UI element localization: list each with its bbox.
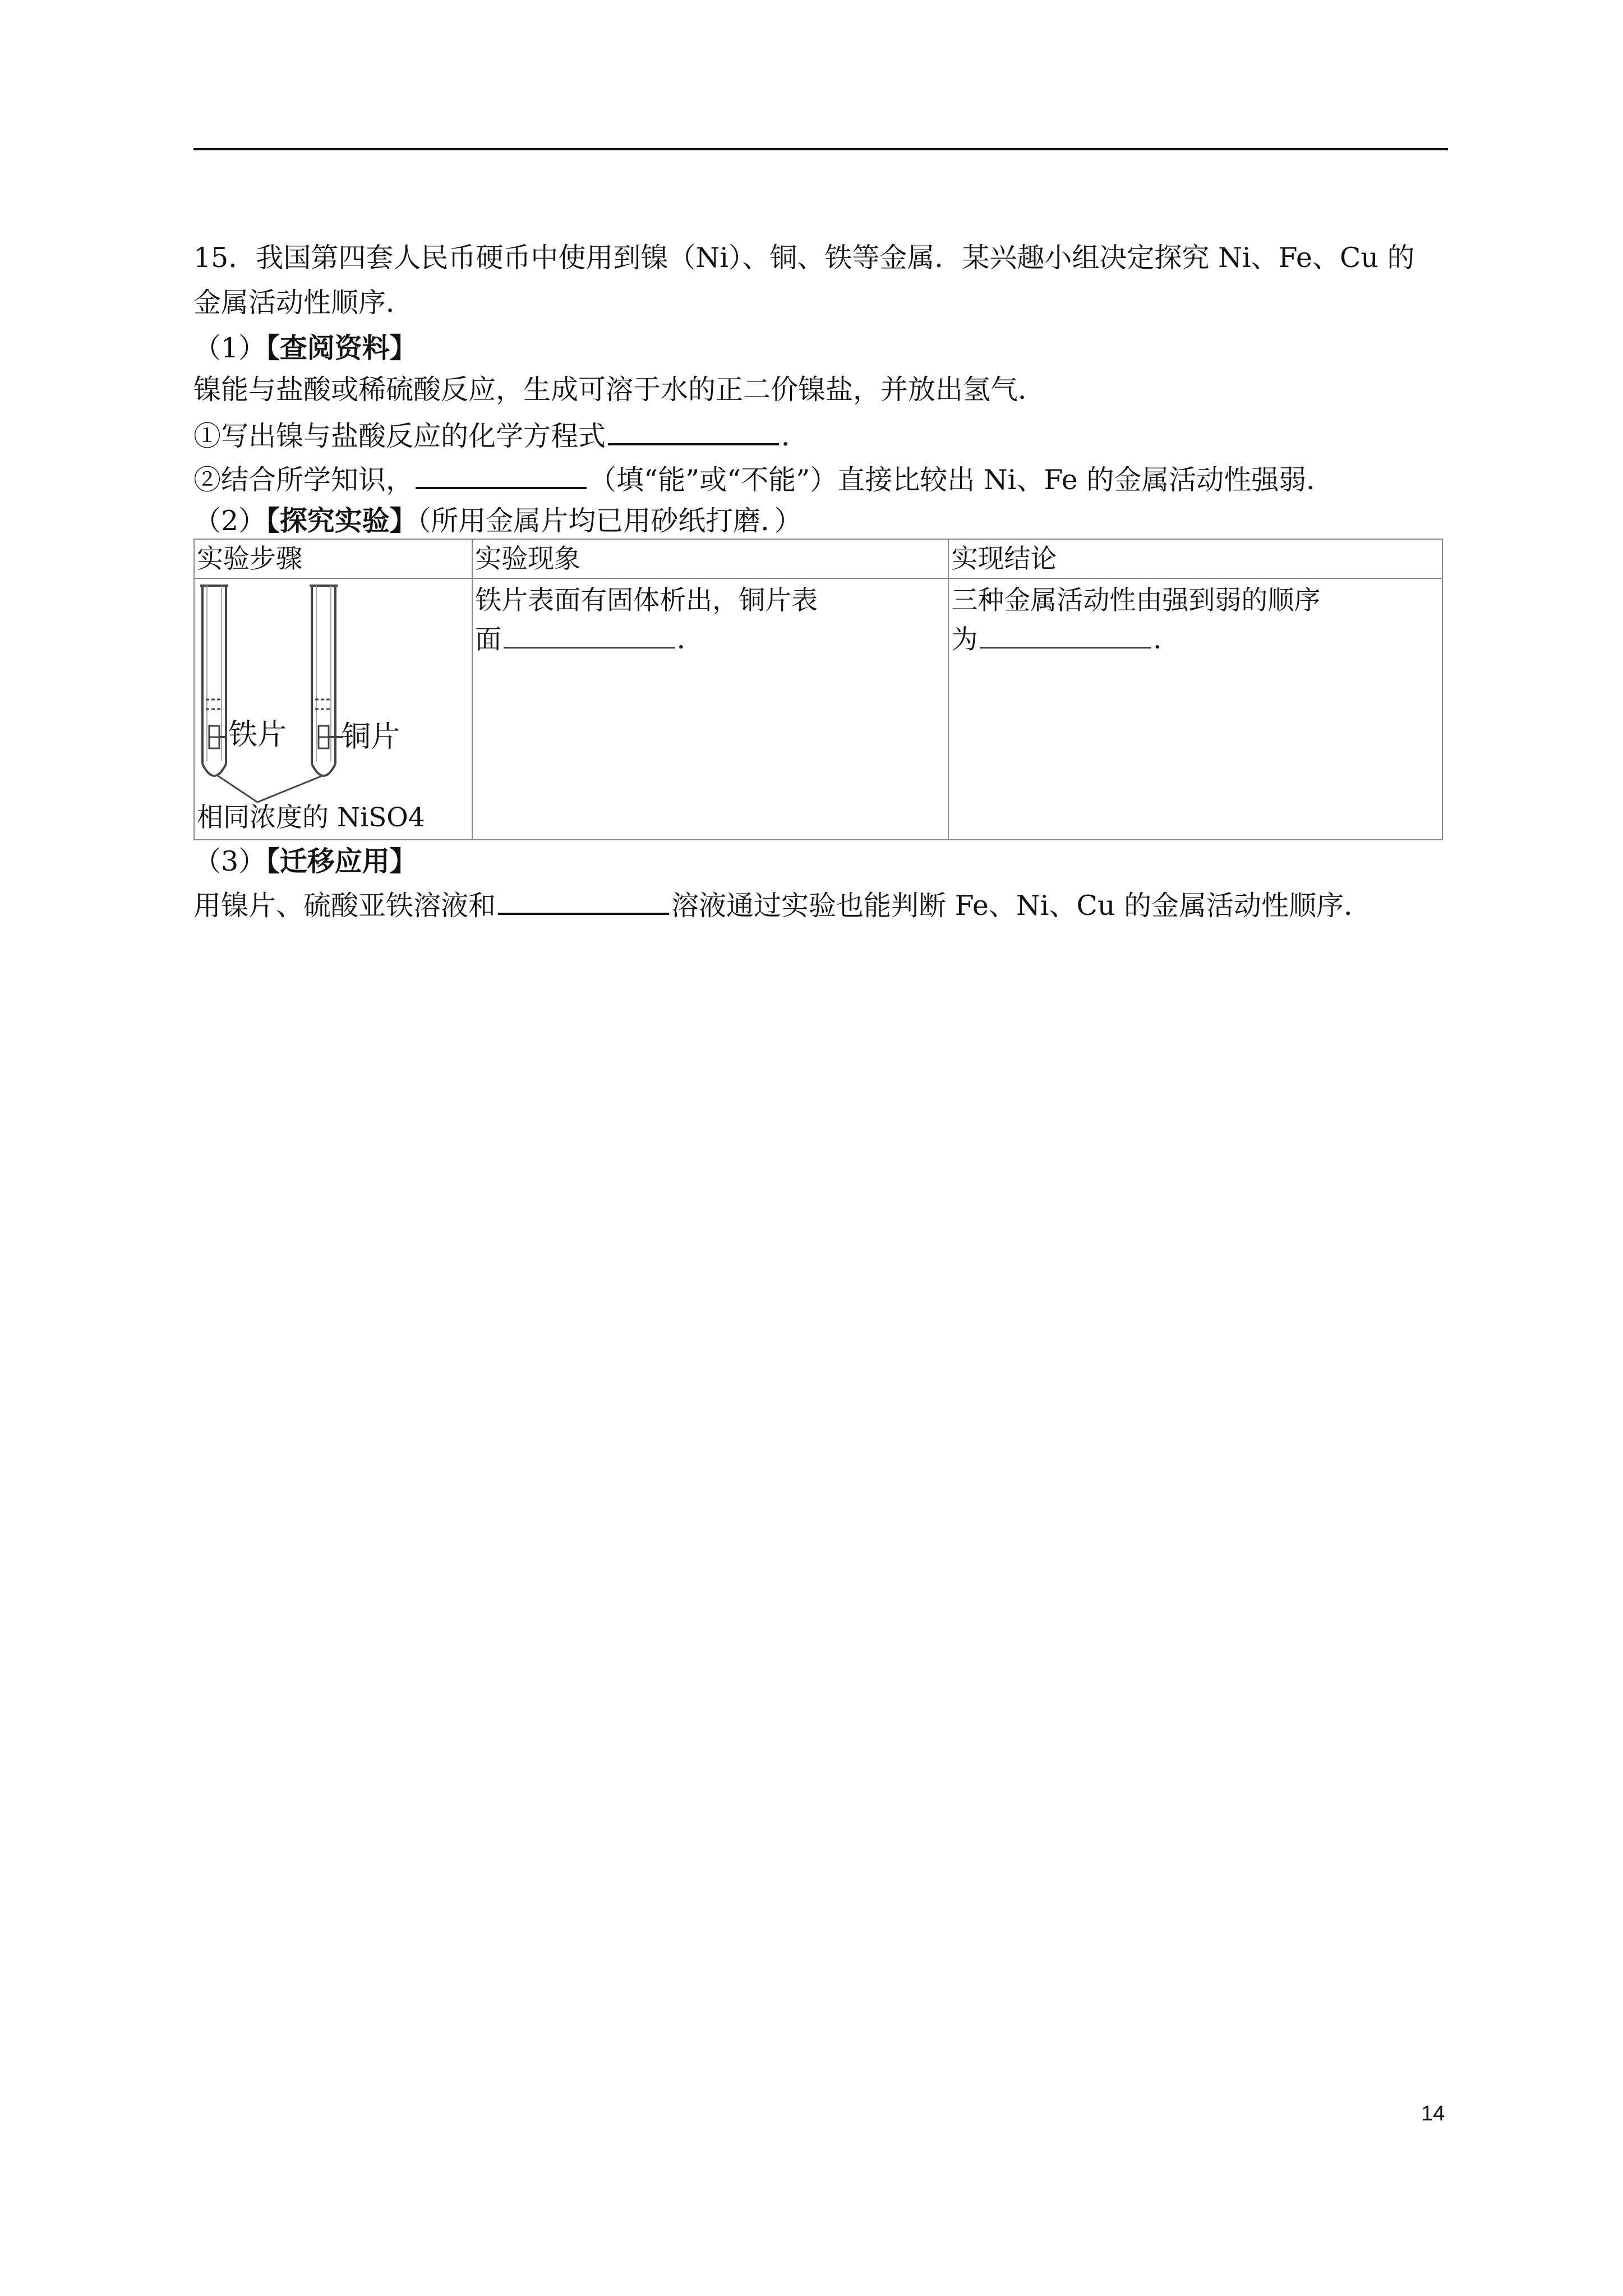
solution-right xyxy=(315,700,332,709)
experiment-figure-cell xyxy=(194,578,472,840)
answer-blank-copper-surface[interactable] xyxy=(504,619,675,648)
test-tube-right-icon xyxy=(310,586,338,776)
phenomenon-line1: 铁片表面有固体析出，铜片表 xyxy=(475,585,818,616)
part3-title: 【迁移应用】 xyxy=(266,845,417,877)
part1-number: （1） xyxy=(193,332,266,364)
page-number: 14 xyxy=(1421,2102,1445,2125)
conclusion-line2-end: ． xyxy=(1153,624,1180,655)
question-1 xyxy=(193,415,809,456)
part2-title: 【探究实验】 xyxy=(266,504,417,537)
label-iron-strip: 铁片 xyxy=(228,718,287,752)
question-1-end: ． xyxy=(781,420,809,452)
header-steps: 实验步骤 xyxy=(194,539,472,578)
header-phenomenon: 实验现象 xyxy=(472,539,948,578)
experiment-table xyxy=(193,539,1443,840)
answer-blank-equation[interactable] xyxy=(608,415,779,445)
phenomenon-cell xyxy=(472,578,948,840)
answer-blank-activity-order[interactable] xyxy=(980,619,1151,648)
part1-heading xyxy=(193,328,417,368)
phenomenon-line2 xyxy=(475,619,946,659)
figure-caption: 相同浓度的 NiSO4 xyxy=(197,802,425,833)
question-3 xyxy=(193,885,1371,926)
question-3-end: 溶液通过实验也能判断 Fe、Ni、Cu 的金属活动性顺序． xyxy=(671,890,1372,922)
label-copper-strip: 铜片 xyxy=(342,720,400,754)
solution-left xyxy=(206,700,223,709)
part2-heading xyxy=(193,501,802,541)
table-row xyxy=(194,578,1442,840)
conclusion-line2 xyxy=(951,619,1440,659)
info-text: 镍能与盐酸或稀硫酸反应，生成可溶于水的正二价镍盐，并放出氢气． xyxy=(193,374,1046,406)
header-conclusion: 实现结论 xyxy=(948,539,1442,578)
conclusion-line1: 三种金属活动性由强到弱的顺序 xyxy=(951,585,1321,616)
part2-number: （2） xyxy=(193,505,266,537)
phenomenon-line2-text: 面 xyxy=(475,624,502,655)
test-tube-left-icon xyxy=(200,586,228,776)
answer-blank-solution[interactable] xyxy=(498,885,669,915)
caption-pointer-lines xyxy=(217,775,324,802)
conclusion-cell xyxy=(948,578,1442,840)
header-rule xyxy=(193,148,1448,150)
question-1-text: ①写出镍与盐酸反应的化学方程式 xyxy=(193,420,606,452)
part3-heading xyxy=(193,841,417,881)
question-2-end: （填“能”或“不能”）直接比较出 Ni、Fe 的金属活动性强弱． xyxy=(589,464,1334,496)
part3-number: （3） xyxy=(193,845,266,877)
question-stem-line1: 15．我国第四套人民币硬币中使用到镍（Ni）、铜、铁等金属．某兴趣小组决定探究 Ni、Fe、Cu 的 xyxy=(193,242,1415,274)
question-3-text: 用镍片、硫酸亚铁溶液和 xyxy=(193,890,496,922)
answer-blank-can-compare[interactable] xyxy=(416,459,587,489)
iron-strip-icon xyxy=(209,726,227,748)
question-2-text: ②结合所学知识， xyxy=(193,464,414,496)
question-2 xyxy=(193,459,1334,500)
conclusion-line2-text: 为 xyxy=(951,624,978,655)
phenomenon-line2-end: ． xyxy=(677,624,704,655)
part2-note: （所用金属片均已用砂纸打磨．） xyxy=(417,505,802,537)
part1-title: 【查阅资料】 xyxy=(266,332,417,364)
question-stem-line2: 金属活动性顺序． xyxy=(193,287,414,319)
table-header-row xyxy=(194,539,1442,578)
